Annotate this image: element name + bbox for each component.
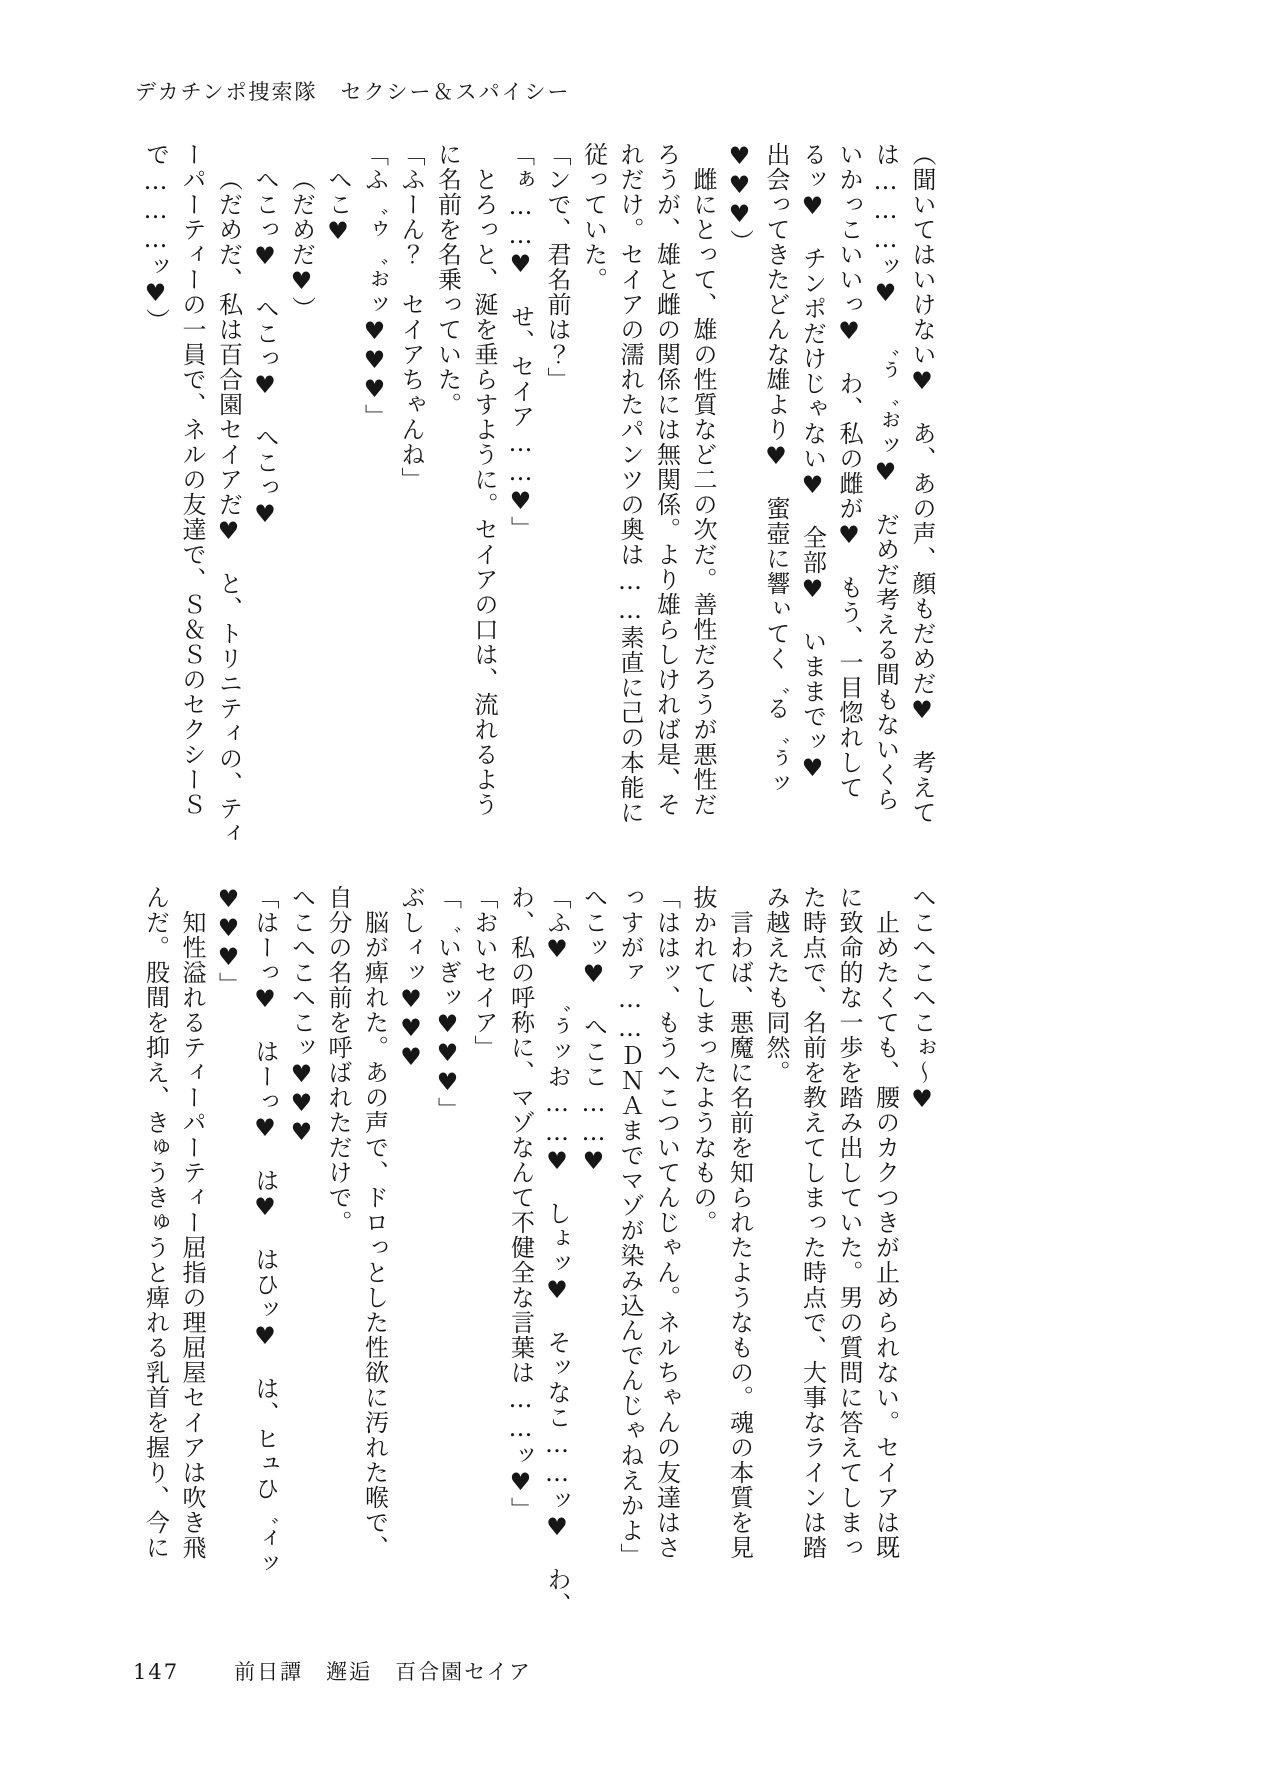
text-line: 知性溢れるティーパーティー屈指の理屈屋セイアは吹き飛 [178, 910, 206, 1560]
text-line: に致命的な一歩を踏み出していた。男の質問に答えてしまっ [835, 885, 863, 1560]
text-line: 自分の名前を呼ばれただけで。 [324, 885, 352, 1235]
text-line: 「ふ゛ゥ゛ぉッ♥♥♥」 [360, 142, 389, 429]
text-line: に名前を名乗っていた。 [433, 142, 462, 417]
text-line: 出会ってきたどんな雄より♥ 蜜壺に響ぃてく゛る゛ぅッ [762, 142, 790, 796]
text-line: 「ぁ……♥ せ、セイア……♥」 [506, 142, 535, 541]
text-line: た時点で、名前を教えてしまった時点で、大事なラインは踏 [798, 885, 827, 1560]
running-header-title: デカチンポ捜索隊 セクシー＆スパイシー [135, 80, 571, 104]
text-line: 「ンで、君名前は？」 [543, 142, 571, 392]
text-line: 「ふーん？ セイアちゃんね」 [397, 142, 425, 492]
text-line: ーパーティーの一員で、ネルの友達で、Ｓ＆ＳのセクシーＳ [178, 142, 206, 817]
text-line: は………ッ♥ ゛ぅ゛ぉッ♥ だめだ考える間もないくら [871, 142, 900, 812]
text-line: んだ。股間を抑え、きゅうきゅうと痺れる乳首を握り、今に [141, 885, 170, 1560]
text-line: へこへこへこッ♥♥♥ [287, 885, 316, 1147]
text-line: れだけ。セイアの濡れたパンツの奥は……素直に己の本能に [616, 142, 644, 825]
text-line: で………ッ♥） [141, 142, 170, 333]
text-line: （聞いてはいけない♥ あ、あの声、顔もだめだ♥ 考えて [908, 142, 936, 825]
text-line: 「おいセイア」 [470, 885, 498, 1060]
text-line: ぶしィッ♥♥♥ [397, 885, 425, 1072]
page-footer [133, 1656, 532, 1686]
text-line: へこへこへこぉ～♥ [908, 885, 936, 1114]
text-line: とろっと、涎を垂らすように。セイアの口は、流れるよう [470, 167, 498, 817]
text-line: へこっ♥ へこっ♥ へこっ♥ [251, 167, 279, 529]
text-line: 雌にとって、雄の性質など二の次だ。善性だろうが悪性だ [689, 167, 717, 817]
bottom-text-block [137, 885, 940, 1617]
text-line: 言わば、悪魔に名前を知られたようなもの。魂の本質を見 [725, 910, 754, 1560]
text-line: 「ふ♥ ゛ぅッお……♥ しょッ♥ そッなこ……ッ♥ わ、 [543, 885, 571, 1617]
text-line: （だめだ、私は百合園セイアだ♥ と、トリニティの、ティ [214, 167, 243, 846]
text-line: 従っていた。 [579, 142, 608, 292]
text-line: 止めたくても、腰のカクつきが止められない。セイアは既 [871, 910, 900, 1560]
text-line: ♥♥♥」 [214, 885, 243, 997]
text-line: っすがァ……ＤＮＡまでマゾが染み込んでんじゃねえかよ」 [616, 885, 644, 1568]
text-line: 「はーっ♥ はーっ♥ は♥ はひッ♥ は、ヒュひ゛ィッ [251, 885, 279, 1576]
text-line: 脳が痺れた。あの声で、ドロっとした性欲に汚れた喉で、 [360, 910, 389, 1560]
text-line: ♥♥♥） [725, 142, 754, 254]
text-line: 抜かれてしまったようなもの。 [689, 885, 717, 1235]
text-line: いかっこいいっ♥ わ、私の雌が♥ もう、一目惚れして [835, 142, 863, 800]
text-line: 「゛いぎッ♥♥♥」 [433, 885, 462, 1122]
text-line: へこ♥ [324, 167, 352, 246]
text-line: 「ははッ、もうへこついてんじゃん。ネルちゃんの友達はさ [652, 885, 681, 1560]
page-number: 147 [133, 1660, 180, 1684]
text-line: ろうが、雄と雌の関係には無関係。より雄らしければ是、そ [652, 142, 681, 817]
text-line: るッ♥ チンポだけじゃない♥ 全部♥ いままでッ♥ [798, 142, 827, 783]
text-line: わ、私の呼称に、マゾなんて不健全な言葉は……ッ♥」 [506, 885, 535, 1522]
text-line: み越えたも同然。 [762, 885, 790, 1085]
top-text-block [137, 142, 940, 846]
text-line: （だめだ♥） [287, 167, 316, 321]
running-footer-title: 前日譚 邂逅 百合園セイア [234, 1660, 532, 1684]
text-line: へこッ♥ へここ……♥ [579, 885, 608, 1176]
